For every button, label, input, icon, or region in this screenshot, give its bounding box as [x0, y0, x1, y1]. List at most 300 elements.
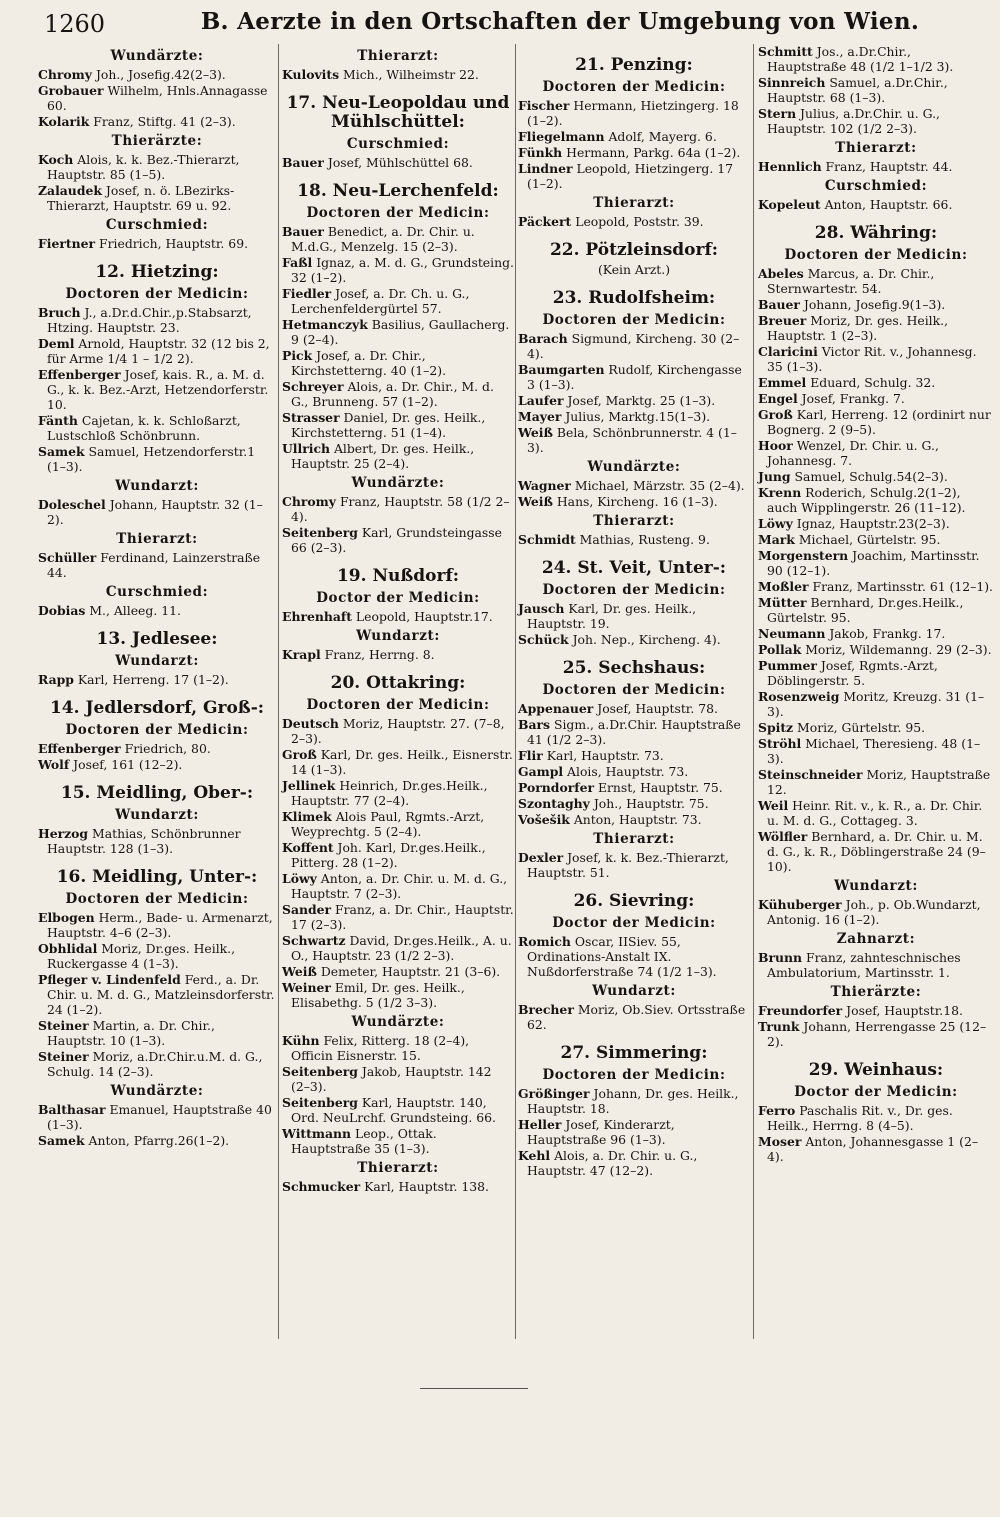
entry-name: Steiner: [38, 1018, 89, 1033]
entry-details: Josef, 161 (12–2).: [73, 757, 183, 772]
entry-details: Leopold, Hauptstr.17.: [355, 609, 493, 624]
place-heading: 28. Währing:: [814, 223, 938, 243]
entry-name: Rosenzweig: [758, 689, 840, 704]
directory-entry: [518, 129, 750, 144]
category-heading: Wundärzte:: [110, 1083, 204, 1099]
directory-entry: [758, 720, 994, 735]
directory-entry: [758, 548, 994, 578]
directory-entry: [518, 701, 750, 716]
entry-details: Jakob, Frankg. 17.: [829, 626, 946, 641]
directory-entry: [758, 950, 994, 980]
entry-details: Josef, Frankg. 7.: [801, 391, 905, 406]
entry-details: Josef, kais. R., a. M. d. G., k. k. Bez.-Arzt, Hetzendorferstr. 10.: [47, 367, 269, 412]
entry-name: Seitenberg: [282, 1095, 358, 1110]
entry-name: Wittmann: [282, 1126, 352, 1141]
entry-name: Schmitt: [758, 44, 813, 59]
entry-details: Samuel, a.Dr.Chir., Hauptstr. 68 (1–3).: [767, 75, 948, 105]
footer-rule: [420, 1388, 528, 1389]
entry-name: Wölfler: [758, 829, 808, 844]
entry-details: Demeter, Hauptstr. 21 (3–6).: [320, 964, 501, 979]
entry-name: Kulovits: [282, 67, 340, 82]
category-heading: Wundärzte:: [110, 48, 204, 64]
entry-details: Joachim, Martinsstr. 90 (12–1).: [767, 548, 980, 578]
directory-entry: [758, 407, 994, 437]
category-heading: Curschmied:: [105, 217, 209, 233]
entry-name: Rapp: [38, 672, 74, 687]
entry-name: Porndorfer: [518, 780, 594, 795]
directory-entry: [518, 748, 750, 763]
entry-name: Jellinek: [282, 778, 336, 793]
entry-details: Sigm., a.Dr.Chir. Hauptstraße 41 (1/2 2–3).: [527, 717, 741, 747]
directory-entry: [518, 780, 750, 795]
category-heading: Zahnarzt:: [836, 931, 916, 947]
entry-details: Eduard, Schulg. 32.: [810, 375, 936, 390]
entry-name: Fliegelmann: [518, 129, 605, 144]
entry-name: Sander: [282, 902, 332, 917]
entry-details: J., a.Dr.d.Chir.,p.Stabsarzt, Htzing. Hauptstr. 23.: [47, 305, 252, 335]
directory-entry: [282, 1126, 514, 1156]
entry-name: Appenauer: [518, 701, 594, 716]
entry-name: Abeles: [758, 266, 804, 281]
directory-entry: [38, 413, 276, 443]
directory-entry: [518, 934, 750, 979]
column-2: [282, 44, 514, 1195]
entry-name: Stern: [758, 106, 797, 121]
entry-details: Ignaz, Hauptstr.23(2–3).: [796, 516, 950, 531]
entry-name: Barach: [518, 331, 568, 346]
entry-details: Karl, Hauptstr. 73.: [546, 748, 664, 763]
entry-name: Chromy: [282, 494, 336, 509]
directory-entry: [282, 747, 514, 777]
entry-name: Laufer: [518, 393, 564, 408]
place-heading: 26. Sievring:: [573, 891, 695, 911]
entry-details: Leop., Ottak. Hauptstraße 35 (1–3).: [291, 1126, 437, 1156]
entry-name: Weiß: [518, 494, 553, 509]
entry-details: Paschalis Rit. v., Dr. ges. Heilk., Herrng. 8 (4–5).: [767, 1103, 953, 1133]
entry-details: Moriz, Wildemanng. 29 (2–3).: [805, 642, 992, 657]
entry-details: Franz, Martinsstr. 61 (12–1).: [812, 579, 993, 594]
column-divider: [753, 44, 754, 1339]
entry-details: Franz, Hauptstr. 44.: [825, 159, 953, 174]
directory-entry: [38, 826, 276, 856]
entry-details: Marcus, a. Dr. Chir., Sternwartestr. 54.: [767, 266, 935, 296]
entry-details: Sigmund, Kircheng. 30 (2–4).: [527, 331, 740, 361]
entry-name: Brunn: [758, 950, 803, 965]
directory-entry: [518, 1002, 750, 1032]
directory-entry: [758, 829, 994, 874]
entry-details: Joh. Nep., Kircheng. 4).: [572, 632, 721, 647]
page-header: B. Aerzte in den Ortschaften der Umgebung von Wien.: [200, 8, 920, 35]
directory-entry: [282, 286, 514, 316]
directory-entry: [758, 469, 994, 484]
column-3: [518, 44, 750, 1179]
entry-name: Weiß: [518, 425, 553, 440]
entry-details: Michael, Theresieng. 48 (1–3).: [767, 736, 981, 766]
entry-details: Ignaz, a. M. d. G., Grundsteing. 32 (1–2).: [291, 255, 514, 285]
directory-entry: [282, 809, 514, 839]
entry-details: Anton, a. Dr. Chir. u. M. d. G., Hauptstr. 7 (2–3).: [291, 871, 508, 901]
directory-entry: [518, 494, 750, 509]
category-heading: Doctoren der Medicin:: [65, 286, 249, 302]
directory-entry: [282, 778, 514, 808]
entry-name: Löwy: [758, 516, 793, 531]
entry-name: Schück: [518, 632, 569, 647]
entry-name: Obhlidal: [38, 941, 98, 956]
entry-name: Kehl: [518, 1148, 551, 1163]
entry-details: Karl, Herreng. 17 (1–2).: [77, 672, 229, 687]
directory-entry: [518, 214, 750, 229]
directory-entry: [758, 736, 994, 766]
entry-details: Benedict, a. Dr. Chir. u. M.d.G., Menzelg. 15 (2–3).: [291, 224, 475, 254]
category-heading: Thierarzt:: [593, 195, 675, 211]
directory-entry: [758, 44, 994, 74]
entry-details: Samuel, Hetzendorferstr.1 (1–3).: [47, 444, 256, 474]
entry-name: Hoor: [758, 438, 793, 453]
entry-name: Samek: [38, 444, 85, 459]
category-heading: Wundärzte:: [351, 1014, 445, 1030]
entry-details: Julius, Marktg.15(1–3).: [565, 409, 711, 424]
entry-details: Roderich, Schulg.2(1–2), auch Wipplingerstr. 26 (11–12).: [767, 485, 966, 515]
entry-details: Moriz, Dr. ges. Heilk., Hauptstr. 1 (2–3).: [767, 313, 949, 343]
entry-details: Jakob, Hauptstr. 142 (2–3).: [291, 1064, 492, 1094]
category-heading: Curschmied:: [105, 584, 209, 600]
entry-details: Bernhard, a. Dr. Chir. u. M. d. G., k. R., Döblingerstraße 24 (9–10).: [767, 829, 986, 874]
entry-details: Josef, Mühlschüttel 68.: [327, 155, 473, 170]
directory-entry: [518, 764, 750, 779]
entry-name: Szontaghy: [518, 796, 590, 811]
category-heading: Wundarzt:: [115, 478, 199, 494]
category-heading: Doctoren der Medicin:: [65, 891, 249, 907]
column-divider: [278, 44, 279, 1339]
entry-details: Hermann, Hietzingerg. 18 (1–2).: [527, 98, 739, 128]
entry-name: Strasser: [282, 410, 340, 425]
category-heading: Doctoren der Medicin:: [784, 247, 968, 263]
entry-details: M., Alleeg. 11.: [89, 603, 181, 618]
entry-name: Brecher: [518, 1002, 574, 1017]
place-heading: 19. Nußdorf:: [336, 566, 460, 586]
directory-entry: [758, 532, 994, 547]
entry-name: Dobias: [38, 603, 86, 618]
directory-entry: [518, 532, 750, 547]
entry-name: Mayer: [518, 409, 562, 424]
entry-name: Steinschneider: [758, 767, 863, 782]
directory-entry: [758, 375, 994, 390]
entry-details: Alois, k. k. Bez.-Thierarzt, Hauptstr. 85 (1–5).: [47, 152, 240, 182]
entry-details: Josef, k. k. Bez.-Thierarzt, Hauptstr. 51.: [527, 850, 729, 880]
directory-entry: [282, 224, 514, 254]
directory-entry: [758, 798, 994, 828]
entry-details: Heinr. Rit. v., k. R., a. Dr. Chir. u. M. d. G., Cottageg. 3.: [767, 798, 983, 828]
category-heading: Doctoren der Medicin:: [542, 79, 726, 95]
place-heading: 21. Penzing:: [575, 55, 693, 75]
entry-details: Karl, Dr. ges. Heilk., Eisnerstr. 14 (1–3).: [291, 747, 513, 777]
entry-details: Alois, a. Dr. Chir., M. d. G., Brunneng. 57 (1–2).: [291, 379, 494, 409]
directory-entry: [758, 1134, 994, 1164]
directory-entry: [38, 183, 276, 213]
entry-name: Breuer: [758, 313, 807, 328]
entry-name: Moser: [758, 1134, 802, 1149]
entry-name: Fünkh: [518, 145, 563, 160]
directory-entry: [38, 1133, 276, 1148]
entry-name: Weiß: [282, 964, 317, 979]
entry-details: Karl, Herreng. 12 (ordinirt nur Bognerg. 2 (9–5).: [767, 407, 991, 437]
directory-entry: [282, 348, 514, 378]
directory-entry: [758, 485, 994, 515]
entry-name: Päckert: [518, 214, 572, 229]
directory-entry: [38, 1049, 276, 1079]
directory-entry: [282, 155, 514, 170]
entry-details: Johann, Herrengasse 25 (12–2).: [767, 1019, 987, 1049]
entry-name: Deml: [38, 336, 75, 351]
directory-entry: [282, 933, 514, 963]
directory-entry: [518, 632, 750, 647]
category-heading: Curschmied:: [346, 136, 450, 152]
directory-entry: [282, 647, 514, 662]
directory-entry: [518, 796, 750, 811]
entry-details: Josef, Hauptstr. 78.: [597, 701, 718, 716]
place-heading: 14. Jedlersdorf, Groß-:: [49, 698, 265, 718]
directory-entry: [758, 344, 994, 374]
directory-entry: [38, 152, 276, 182]
directory-entry: [758, 689, 994, 719]
entry-name: Ferro: [758, 1103, 796, 1118]
entry-details: Daniel, Dr. ges. Heilk., Kirchstetterng. 51 (1–4).: [291, 410, 486, 440]
directory-entry: [758, 658, 994, 688]
category-heading: Wundärzte:: [351, 475, 445, 491]
entry-name: Claricini: [758, 344, 818, 359]
place-heading: 24. St. Veit, Unter-:: [541, 558, 727, 578]
entry-details: Joh. Karl, Dr.ges.Heilk., Pitterg. 28 (1–2).: [291, 840, 486, 870]
category-heading: Doctoren der Medicin:: [306, 205, 490, 221]
directory-entry: [282, 1033, 514, 1063]
entry-details: David, Dr.ges.Heilk., A. u. O., Hauptstr. 23 (1/2 2–3).: [291, 933, 512, 963]
entry-details: Alois Paul, Rgmts.-Arzt, Weyprechtg. 5 (2–4).: [291, 809, 485, 839]
entry-details: Moriz, a.Dr.Chir.u.M. d. G., Schulg. 14 (2–3).: [47, 1049, 263, 1079]
directory-entry: [758, 595, 994, 625]
entry-details: Emil, Dr. ges. Heilk., Elisabethg. 5 (1/2 3–3).: [291, 980, 465, 1010]
category-heading: Doctoren der Medicin:: [542, 582, 726, 598]
directory-entry: [282, 964, 514, 979]
directory-entry: [518, 1148, 750, 1178]
entry-name: Engel: [758, 391, 798, 406]
directory-entry: [282, 1179, 514, 1194]
entry-name: Hetmanczyk: [282, 317, 368, 332]
category-heading: Thierärzte:: [830, 984, 922, 1000]
entry-details: Jos., a.Dr.Chir., Hauptstraße 48 (1/2 1–1/2 3).: [767, 44, 954, 74]
directory-entry: [282, 410, 514, 440]
place-heading: 18. Neu-Lerchenfeld:: [297, 181, 499, 201]
entry-details: Mich., Wilheimstr 22.: [343, 67, 479, 82]
entry-details: Rudolf, Kirchengasse 3 (1–3).: [527, 362, 742, 392]
entry-name: Bauer: [758, 297, 800, 312]
column-1: [38, 44, 276, 1149]
directory-entry: [282, 1064, 514, 1094]
entry-name: Schmidt: [518, 532, 576, 547]
entry-name: Herzog: [38, 826, 89, 841]
entry-name: Samek: [38, 1133, 85, 1148]
place-heading: 16. Meidling, Unter-:: [56, 867, 258, 887]
entry-name: Dexler: [518, 850, 564, 865]
entry-details: Josef, Marktg. 25 (1–3).: [567, 393, 716, 408]
entry-name: Trunk: [758, 1019, 800, 1034]
entry-name: Schwartz: [282, 933, 346, 948]
directory-entry: [758, 1019, 994, 1049]
directory-entry: [758, 897, 994, 927]
directory-entry: [282, 67, 514, 82]
directory-entry: [282, 379, 514, 409]
directory-entry: [38, 757, 276, 772]
directory-entry: [518, 362, 750, 392]
place-heading: 29. Weinhaus:: [808, 1060, 944, 1080]
entry-name: Flir: [518, 748, 543, 763]
entry-name: Chromy: [38, 67, 92, 82]
entry-details: Josef, Kinderarzt, Hauptstraße 96 (1–3).: [527, 1117, 675, 1147]
entry-details: Anton, Hauptstr. 66.: [824, 197, 953, 212]
entry-details: Franz, Herrng. 8.: [324, 647, 435, 662]
entry-name: Bauer: [282, 224, 324, 239]
entry-name: Doleschel: [38, 497, 106, 512]
entry-name: Groß: [758, 407, 793, 422]
entry-details: Johann, Dr. ges. Heilk., Hauptstr. 18.: [527, 1086, 739, 1116]
entry-name: Pfleger v. Lindenfeld: [38, 972, 181, 987]
entry-details: Karl, Hauptstr. 138.: [364, 1179, 489, 1194]
entry-details: Moriz, Hauptstr. 27. (7–8, 2–3).: [291, 716, 505, 746]
directory-entry: [38, 114, 276, 129]
directory-entry: [758, 297, 994, 312]
entry-name: Elbogen: [38, 910, 95, 925]
category-heading: Thierarzt:: [593, 831, 675, 847]
entry-details: Anton, Pfarrg.26(1–2).: [88, 1133, 230, 1148]
entry-name: Spitz: [758, 720, 794, 735]
entry-name: Deutsch: [282, 716, 339, 731]
category-heading: Thierarzt:: [593, 513, 675, 529]
entry-name: Wolf: [38, 757, 70, 772]
directory-entry: [758, 516, 994, 531]
entry-name: Koffent: [282, 840, 334, 855]
category-heading: Doctoren der Medicin:: [306, 697, 490, 713]
directory-entry: [38, 910, 276, 940]
entry-details: Heinrich, Dr.ges.Heilk., Hauptstr. 77 (2–4).: [291, 778, 488, 808]
directory-entry: [518, 1117, 750, 1147]
entry-name: Krenn: [758, 485, 802, 500]
entry-name: Emmel: [758, 375, 807, 390]
category-heading: Wundärzte:: [587, 459, 681, 475]
entry-name: Schüller: [38, 550, 97, 565]
directory-entry: [758, 197, 994, 212]
entry-name: Pummer: [758, 658, 817, 673]
entry-details: Anton, Johannesgasse 1 (2–4).: [767, 1134, 979, 1164]
entry-details: Johann, Hauptstr. 32 (1–2).: [47, 497, 263, 527]
entry-details: Samuel, Schulg.54(2–3).: [794, 469, 948, 484]
entry-details: Martin, a. Dr. Chir., Hauptstr. 10 (1–3).: [47, 1018, 215, 1048]
directory-entry: [38, 497, 276, 527]
category-heading: Thierarzt:: [116, 531, 198, 547]
entry-details: Cajetan, k. k. Schloßarzt, Lustschloß Schönbrunn.: [47, 413, 241, 443]
entry-details: Bela, Schönbrunnerstr. 4 (1–3).: [527, 425, 737, 455]
entry-name: Hennlich: [758, 159, 822, 174]
directory-entry: [38, 741, 276, 756]
place-heading: 15. Meidling, Ober-:: [60, 783, 254, 803]
entry-name: Gampl: [518, 764, 564, 779]
entry-details: Joh., Josefig.42(2–3).: [95, 67, 226, 82]
directory-entry: [758, 579, 994, 594]
category-heading: Wundarzt:: [115, 653, 199, 669]
entry-details: Mathias, Rusteng. 9.: [579, 532, 710, 547]
entry-details: Franz, zahnteschnisches Ambulatorium, Martinsstr. 1.: [767, 950, 961, 980]
column-4: [758, 44, 994, 1165]
entry-details: Wenzel, Dr. Chir. u. G., Johannesg. 7.: [767, 438, 939, 468]
place-heading: 12. Hietzing:: [95, 262, 219, 282]
directory-entry: [282, 525, 514, 555]
category-heading: Doctor der Medicin:: [794, 1084, 958, 1100]
directory-entry: [38, 603, 276, 618]
place-heading: 13. Jedlesee:: [96, 629, 218, 649]
directory-entry: [38, 1102, 276, 1132]
directory-entry: [38, 236, 276, 251]
directory-entry: [282, 609, 514, 624]
place-heading: 22. Pötzleinsdorf:: [549, 240, 719, 260]
directory-entry: [518, 717, 750, 747]
entry-name: Schmucker: [282, 1179, 361, 1194]
entry-name: Ullrich: [282, 441, 331, 456]
entry-name: Fiedler: [282, 286, 332, 301]
place-heading: 25. Sechshaus:: [562, 658, 706, 678]
entry-name: Ströhl: [758, 736, 802, 751]
entry-name: Größinger: [518, 1086, 590, 1101]
entry-name: Freundorfer: [758, 1003, 843, 1018]
directory-entry: [758, 391, 994, 406]
entry-details: Josef, Hauptstr.18.: [846, 1003, 963, 1018]
directory-entry: [518, 161, 750, 191]
place-note: (Kein Arzt.): [597, 262, 671, 277]
directory-entry: [758, 642, 994, 657]
directory-entry: [282, 902, 514, 932]
directory-entry: [38, 83, 276, 113]
place-heading: 20. Ottakring:: [330, 673, 466, 693]
category-heading: Doctor der Medicin:: [552, 915, 716, 931]
category-heading: Thierärzte:: [111, 133, 203, 149]
directory-entry: [518, 145, 750, 160]
directory-entry: [38, 444, 276, 474]
directory-entry: [38, 336, 276, 366]
entry-details: Josef, n. ö. LBezirks-Thierarzt, Hauptstr. 69 u. 92.: [47, 183, 235, 213]
entry-name: Bauer: [282, 155, 324, 170]
directory-entry: [282, 980, 514, 1010]
entry-name: Effenberger: [38, 367, 121, 382]
entry-details: Leopold, Poststr. 39.: [575, 214, 704, 229]
entry-details: Moriz, Gürtelstr. 95.: [797, 720, 926, 735]
directory-entry: [758, 266, 994, 296]
entry-details: Herm., Bade- u. Armenarzt, Hauptstr. 4–6 (2–3).: [47, 910, 273, 940]
directory-entry: [758, 106, 994, 136]
directory-entry: [38, 672, 276, 687]
category-heading: Wundarzt:: [592, 983, 676, 999]
directory-entry: [38, 941, 276, 971]
entry-name: Jung: [758, 469, 791, 484]
directory-entry: [282, 716, 514, 746]
category-heading: Thierarzt:: [835, 140, 917, 156]
entry-details: Josef, a. Dr. Ch. u. G., Lerchenfeldergürtel 57.: [291, 286, 470, 316]
place-heading: 23. Rudolfsheim:: [552, 288, 716, 308]
directory-entry: [38, 67, 276, 82]
entry-name: Faßl: [282, 255, 313, 270]
entry-details: Leopold, Hietzingerg. 17 (1–2).: [527, 161, 733, 191]
entry-details: Ferdinand, Lainzerstraße 44.: [47, 550, 261, 580]
category-heading: Doctoren der Medicin:: [542, 312, 726, 328]
entry-details: Mathias, Schönbrunner Hauptstr. 128 (1–3).: [47, 826, 241, 856]
page-number: 1260: [44, 10, 106, 38]
directory-entry: [518, 850, 750, 880]
